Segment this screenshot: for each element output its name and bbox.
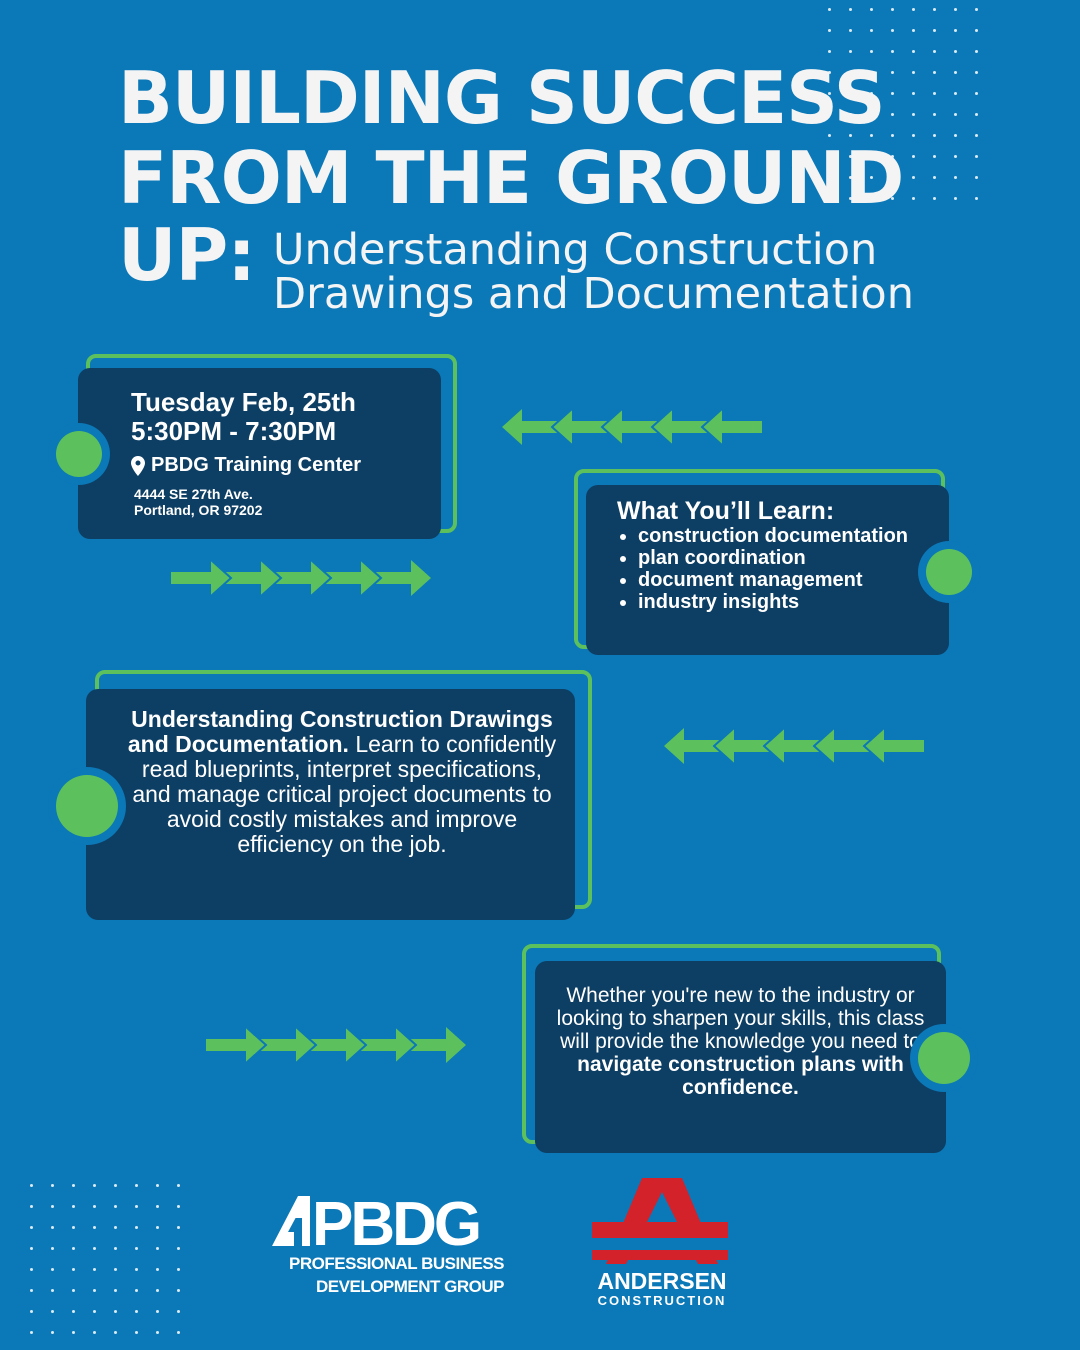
decor-dot — [51, 1205, 54, 1208]
decor-dot — [849, 8, 852, 11]
arrow-row-left-1 — [502, 412, 762, 442]
decor-dot — [93, 1268, 96, 1271]
decor-dot — [849, 50, 852, 53]
arrow-row-right-1 — [171, 563, 431, 593]
decor-dot — [30, 1205, 33, 1208]
learn-card — [586, 485, 949, 655]
decor-dot — [93, 1184, 96, 1187]
decor-dot — [93, 1310, 96, 1313]
decor-dot — [72, 1226, 75, 1229]
decor-dot — [135, 1226, 138, 1229]
decor-dot — [30, 1184, 33, 1187]
decor-dot — [30, 1268, 33, 1271]
decor-dot — [870, 29, 873, 32]
description-text — [122, 707, 562, 857]
address-line-2: Portland, OR 97202 — [134, 502, 263, 518]
decor-dot — [891, 50, 894, 53]
address-line-1: 4444 SE 27th Ave. — [134, 486, 253, 502]
decor-dot — [156, 1226, 159, 1229]
decor-dot — [933, 50, 936, 53]
arrows-left-icon — [664, 728, 924, 764]
decor-dot — [933, 8, 936, 11]
decor-dot — [93, 1205, 96, 1208]
event-time: 5:30PM - 7:30PM — [131, 416, 337, 446]
decor-dot — [114, 1289, 117, 1292]
decor-dot — [72, 1310, 75, 1313]
description-body: Learn to confidently read blueprints, interpret specifications, and manage critical project documents to avoid costly mistakes and improve efficiency on the job. — [132, 731, 557, 857]
pbdg-name-line-2: DEVELOPMENT GROUP — [316, 1277, 504, 1296]
decor-dot — [828, 29, 831, 32]
decor-dot — [156, 1205, 159, 1208]
decor-dot — [933, 29, 936, 32]
decor-dot — [954, 8, 957, 11]
decor-dot — [135, 1247, 138, 1250]
decor-dot — [51, 1289, 54, 1292]
decor-dot — [912, 29, 915, 32]
decor-dot — [72, 1184, 75, 1187]
title-line-3: UP: — [118, 213, 256, 297]
decor-dot — [30, 1226, 33, 1229]
decor-dot — [177, 1226, 180, 1229]
closing-text — [553, 984, 928, 1099]
decor-dot — [870, 50, 873, 53]
decor-dot — [828, 8, 831, 11]
decor-dot — [177, 1184, 180, 1187]
decor-dot — [114, 1205, 117, 1208]
decor-dot — [135, 1289, 138, 1292]
closing-card — [535, 961, 946, 1153]
arrows-left-icon — [502, 409, 762, 445]
learn-item: • plan coordination — [638, 547, 928, 569]
decor-dot — [93, 1247, 96, 1250]
decor-dot — [93, 1226, 96, 1229]
andersen-name: ANDERSEN — [597, 1268, 727, 1294]
subtitle-line-1: Understanding Construction — [273, 225, 878, 275]
decor-dot — [30, 1247, 33, 1250]
learn-item: • construction documentation — [638, 525, 928, 547]
decor-dot — [114, 1331, 117, 1334]
description-card-bullet-circle — [56, 775, 118, 837]
learn-list — [618, 525, 928, 613]
pbdg-logo-mark — [272, 1196, 504, 1248]
decor-dot — [156, 1268, 159, 1271]
decor-dot — [135, 1205, 138, 1208]
arrows-right-icon — [206, 1027, 466, 1063]
event-location — [131, 454, 361, 477]
decor-dot — [177, 1331, 180, 1334]
learn-card-bullet-circle — [926, 549, 972, 595]
decor-dot — [93, 1289, 96, 1292]
andersen-logo-mark — [592, 1178, 732, 1264]
decor-dot — [114, 1226, 117, 1229]
decor-dot — [93, 1331, 96, 1334]
decor-dot — [891, 8, 894, 11]
event-date: Tuesday Feb, 25th — [131, 387, 356, 417]
decor-dot — [72, 1331, 75, 1334]
event-card-bullet-circle — [56, 431, 102, 477]
decor-dot — [72, 1268, 75, 1271]
decor-dot — [849, 29, 852, 32]
decor-dot — [30, 1331, 33, 1334]
decor-dot — [156, 1289, 159, 1292]
learn-item: • document management — [638, 569, 928, 591]
decor-dot — [72, 1205, 75, 1208]
dot-grid-bottom-left — [30, 1184, 190, 1344]
arrow-row-left-2 — [664, 731, 924, 761]
description-bold: Understanding Construction Drawings and Documentation. — [127, 706, 553, 757]
closing-body: Whether you're new to the industry or looking to sharpen your skills, this class will provide the knowledge you need to — [556, 984, 925, 1053]
arrow-row-right-2 — [206, 1030, 466, 1060]
decor-dot — [870, 8, 873, 11]
decor-dot — [975, 50, 978, 53]
decor-dot — [156, 1184, 159, 1187]
decor-dot — [114, 1184, 117, 1187]
decor-dot — [30, 1289, 33, 1292]
decor-dot — [891, 29, 894, 32]
decor-dot — [177, 1247, 180, 1250]
decor-dot — [135, 1184, 138, 1187]
decor-dot — [177, 1310, 180, 1313]
decor-dot — [51, 1247, 54, 1250]
decor-dot — [828, 50, 831, 53]
decor-dot — [156, 1331, 159, 1334]
andersen-subtitle: CONSTRUCTION — [597, 1293, 727, 1308]
subtitle-line-2: Drawings and Documentation — [273, 269, 914, 319]
decor-dot — [156, 1247, 159, 1250]
decor-dot — [912, 8, 915, 11]
decor-dot — [954, 29, 957, 32]
closing-bold: navigate construction plans with confidence. — [577, 1053, 904, 1099]
decor-dot — [135, 1331, 138, 1334]
decor-dot — [51, 1331, 54, 1334]
pbdg-logo-text — [272, 1252, 504, 1298]
map-pin-icon — [131, 456, 145, 476]
decor-dot — [51, 1226, 54, 1229]
pbdg-wordmark: PBDG — [312, 1196, 480, 1248]
decor-dot — [975, 8, 978, 11]
learn-heading: What You’ll Learn: — [617, 497, 835, 525]
decor-dot — [51, 1310, 54, 1313]
decor-dot — [51, 1268, 54, 1271]
page-subtitle — [273, 220, 914, 319]
andersen-logo — [592, 1178, 732, 1308]
decor-dot — [135, 1268, 138, 1271]
decor-dot — [30, 1310, 33, 1313]
event-date-time — [131, 388, 356, 446]
arrows-right-icon — [171, 560, 431, 596]
decor-dot — [114, 1310, 117, 1313]
decor-dot — [114, 1247, 117, 1250]
decor-dot — [72, 1289, 75, 1292]
decor-dot — [51, 1184, 54, 1187]
learn-item: • industry insights — [638, 591, 928, 613]
decor-dot — [114, 1268, 117, 1271]
decor-dot — [177, 1205, 180, 1208]
page-title — [118, 56, 998, 319]
event-location-name: PBDG Training Center — [151, 454, 362, 476]
pbdg-name-line-1: PROFESSIONAL BUSINESS — [289, 1254, 504, 1273]
decor-dot — [954, 50, 957, 53]
decor-dot — [135, 1310, 138, 1313]
title-line-1: BUILDING SUCCESS — [118, 56, 885, 140]
closing-card-bullet-circle — [918, 1032, 970, 1084]
decor-dot — [912, 50, 915, 53]
decor-dot — [177, 1268, 180, 1271]
decor-dot — [156, 1310, 159, 1313]
decor-dot — [975, 29, 978, 32]
description-card — [86, 689, 575, 920]
decor-dot — [72, 1247, 75, 1250]
event-address — [134, 486, 262, 518]
event-details-card — [78, 368, 441, 539]
decor-dot — [177, 1289, 180, 1292]
title-line-2: FROM THE GROUND — [118, 136, 904, 220]
